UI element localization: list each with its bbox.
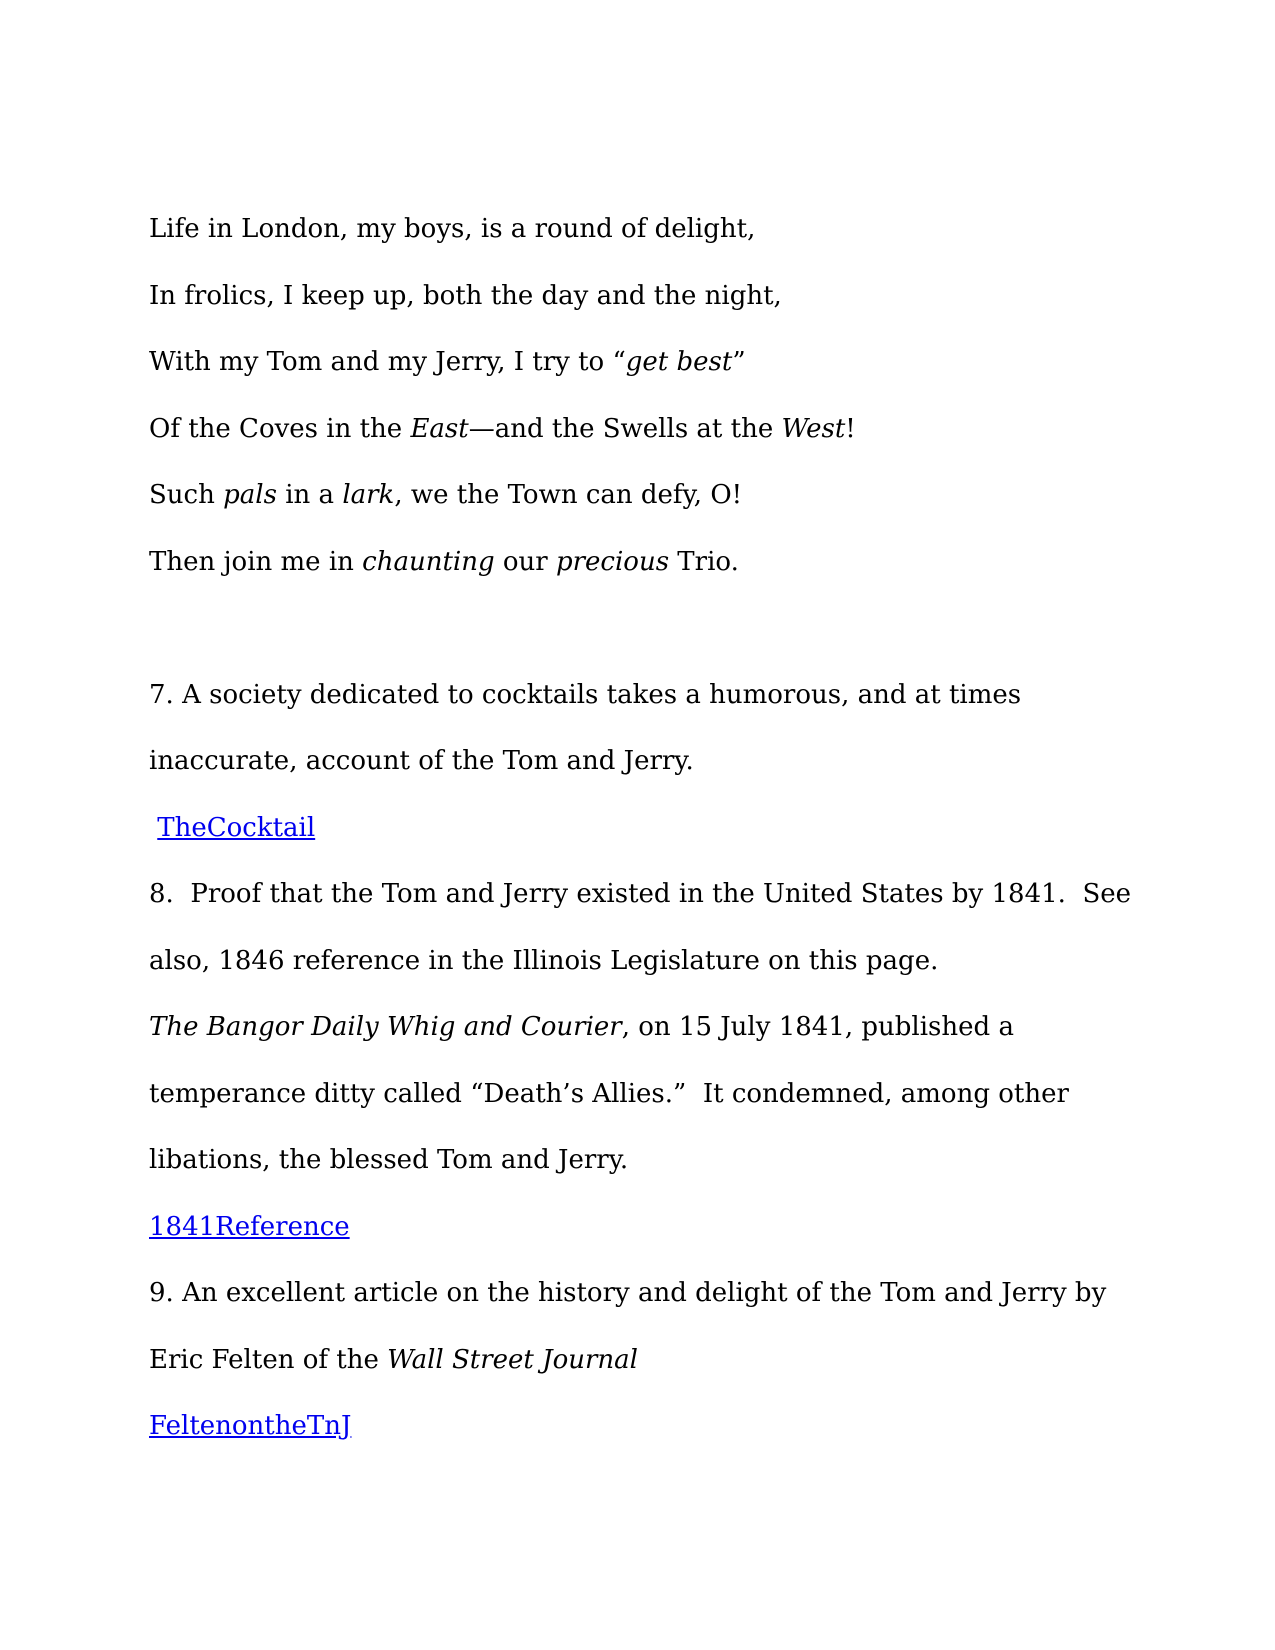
text-run: , we the Town can defy, O! — [394, 480, 743, 510]
item-7-link-line — [149, 795, 1185, 862]
italic-text-run: get best — [625, 347, 733, 377]
poem-line-2 — [149, 263, 1185, 330]
item-9-line-2 — [149, 1327, 1185, 1394]
feltenonthetnj-link[interactable]: FeltenontheTnJ — [149, 1411, 352, 1441]
item-8-line-1 — [149, 861, 1185, 928]
1841reference-link[interactable]: 1841Reference — [149, 1211, 350, 1242]
text-run: —and the Swells at the — [468, 413, 782, 444]
text-run: Such — [149, 480, 224, 510]
text-run: , on 15 July 1841, published a — [621, 1012, 1014, 1042]
item-8-line-5 — [149, 1127, 1185, 1194]
item-8-line-4 — [149, 1061, 1185, 1128]
poem-line-6 — [149, 529, 1185, 596]
blank-line — [149, 595, 1185, 662]
italic-text-run: East — [410, 413, 469, 444]
document-text-body — [149, 196, 1185, 1460]
text-run: in a — [276, 480, 343, 510]
item-8-link-line — [149, 1194, 1185, 1261]
item-9-line-1 — [149, 1260, 1185, 1327]
text-run: 9. An excellent article on the history and delight of the Tom and Jerry by — [149, 1278, 1107, 1308]
text-run: Then join me in — [149, 546, 363, 577]
text-run: In frolics, I keep up, both the day and the night, — [149, 280, 782, 311]
text-run: our — [494, 546, 556, 577]
text-run: 7. A society dedicated to cocktails takes a humorous, and at times — [149, 679, 1022, 710]
text-run: temperance ditty called “Death’s Allies.” It condemned, among other — [149, 1078, 1069, 1109]
item-7-line-1 — [149, 662, 1185, 729]
text-run: Life in London, my boys, is a round of delight, — [149, 214, 756, 244]
poem-line-5 — [149, 462, 1185, 529]
poem-line-3 — [149, 329, 1185, 396]
text-run: ” — [732, 347, 746, 377]
italic-text-run: The Bangor Daily Whig and Courier — [149, 1012, 622, 1042]
italic-text-run: West — [781, 413, 846, 444]
italic-text-run: lark — [342, 480, 395, 510]
item-8-line-3 — [149, 994, 1185, 1061]
text-run: inaccurate, account of the Tom and Jerry. — [149, 746, 694, 776]
item-8-line-2 — [149, 928, 1185, 995]
italic-text-run: pals — [223, 480, 277, 510]
italic-text-run: precious — [555, 546, 670, 577]
italic-text-run: chaunting — [362, 546, 495, 577]
poem-line-1 — [149, 196, 1185, 263]
text-run: 8. Proof that the Tom and Jerry existed in the United States by 1841. See — [149, 879, 1132, 909]
text-run: With my Tom and my Jerry, I try to “ — [149, 347, 626, 377]
text-run: also, 1846 reference in the Illinois Legislature on this page. — [149, 945, 939, 976]
text-run: ! — [845, 413, 856, 444]
italic-text-run: Wall Street Journal — [387, 1344, 638, 1375]
text-run: Eric Felten of the — [149, 1344, 388, 1375]
text-run: Trio. — [669, 546, 739, 577]
thecocktail-link[interactable]: TheCocktail — [157, 812, 316, 843]
item-9-link-line — [149, 1393, 1185, 1460]
text-run: Of the Coves in the — [149, 413, 411, 444]
text-run: libations, the blessed Tom and Jerry. — [149, 1145, 629, 1175]
poem-line-4 — [149, 396, 1185, 463]
item-7-line-2 — [149, 728, 1185, 795]
